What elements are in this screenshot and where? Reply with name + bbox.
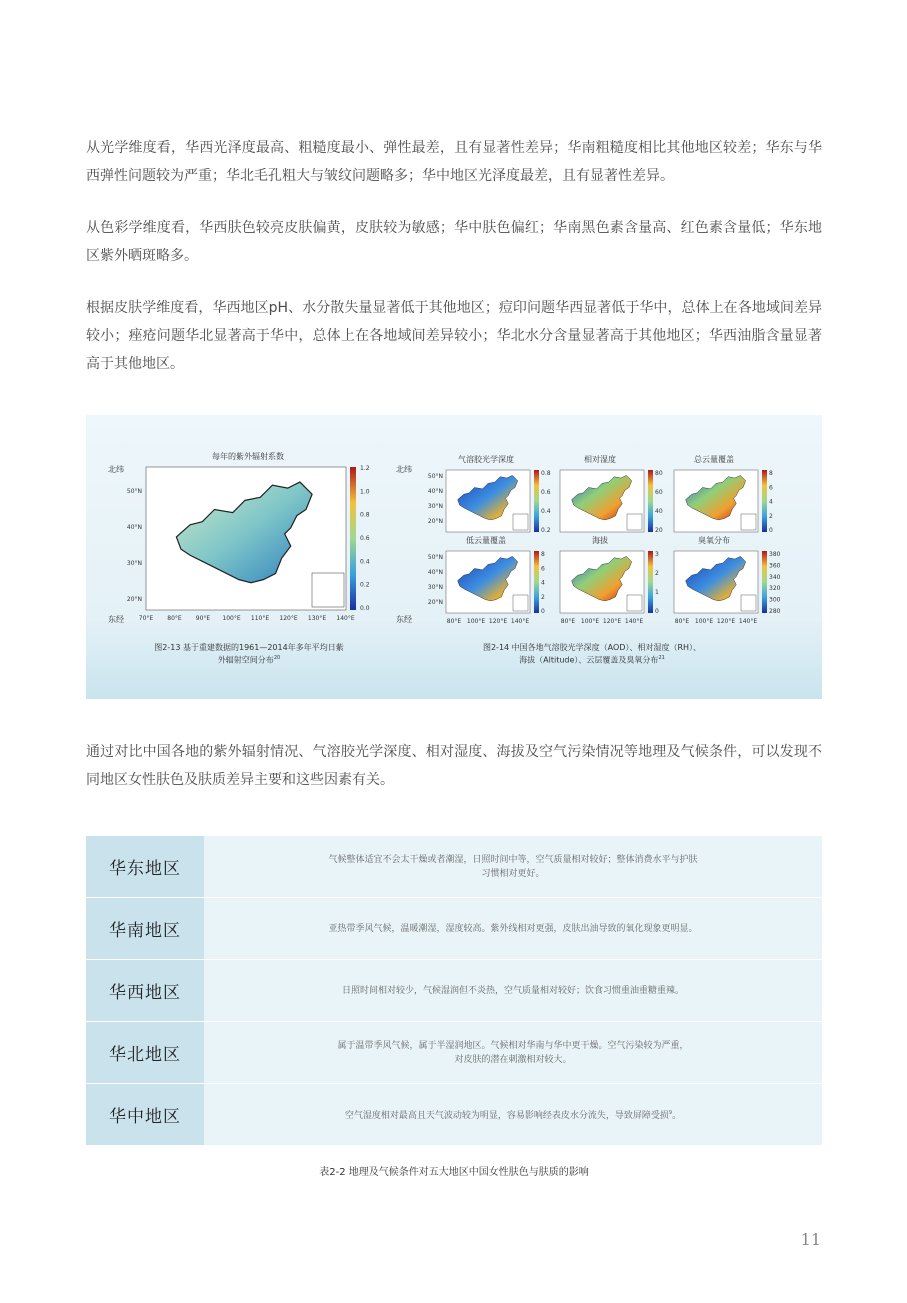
uv-lon-tick: 110°E bbox=[250, 615, 270, 622]
climate-colorbar bbox=[648, 470, 653, 532]
climate-lat-tick: 50°N bbox=[427, 473, 443, 480]
climate-panel bbox=[674, 454, 773, 534]
climate-colorbar-tick: 0 bbox=[655, 608, 659, 615]
region-description bbox=[204, 836, 822, 898]
region-table bbox=[86, 836, 822, 1146]
climate-colorbar bbox=[762, 551, 767, 613]
climate-maps-chart bbox=[396, 454, 781, 625]
climate-colorbar-tick: 8 bbox=[541, 551, 545, 558]
climate-lat-label: 北纬 bbox=[396, 465, 412, 474]
uv-colorbar-ticks bbox=[360, 465, 370, 612]
region-label: 华东地区 bbox=[86, 836, 204, 898]
climate-colorbar-tick: 280 bbox=[769, 608, 781, 615]
climate-lon-tick: 80°E bbox=[674, 618, 690, 625]
desc-line1: 空气湿度相对最高且天气波动较为明显，容易影响经表皮水分流失，导致屏障受损 bbox=[344, 1111, 669, 1121]
climate-panel-inset bbox=[627, 514, 642, 530]
figure14-caption bbox=[442, 642, 742, 666]
climate-colorbar-tick: 6 bbox=[769, 484, 773, 492]
climate-lon-tick: 120°E bbox=[602, 618, 622, 625]
climate-colorbar-tick: 4 bbox=[769, 498, 773, 506]
region-label: 华中地区 bbox=[86, 1084, 204, 1146]
uv-map-chart bbox=[108, 451, 370, 624]
climate-colorbar bbox=[648, 551, 653, 613]
climate-colorbar-tick: 3 bbox=[655, 551, 659, 558]
uv-colorbar-tick: 0.0 bbox=[360, 605, 370, 612]
climate-lon-tick: 120°E bbox=[488, 618, 508, 625]
desc-line1: 亚热带季风气候，温暖潮湿，湿度较高。紫外线相对更强，皮肤出油导致的氧化现象更明显。 bbox=[328, 923, 698, 934]
climate-colorbar-tick: 2 bbox=[655, 570, 659, 577]
climate-panel bbox=[674, 535, 781, 625]
uv-lon-tick: 120°E bbox=[279, 615, 298, 622]
climate-colorbar bbox=[762, 470, 767, 532]
climate-colorbar-tick: 340 bbox=[769, 573, 781, 581]
uv-lat-ticks bbox=[127, 488, 142, 603]
climate-panel-inset bbox=[741, 514, 756, 530]
climate-colorbar-tick: 1 bbox=[655, 589, 659, 596]
climate-colorbar-tick: 20 bbox=[655, 527, 663, 534]
desc-line1: 属于温带季风气候，属于半湿润地区。气候相对华南与华中更干燥。空气污染较为严重， bbox=[337, 1040, 689, 1051]
climate-panel bbox=[428, 535, 545, 625]
climate-panel bbox=[560, 454, 663, 534]
uv-lon-ticks bbox=[139, 615, 355, 622]
table-row bbox=[86, 1022, 822, 1084]
uv-colorbar-tick: 1.2 bbox=[360, 465, 370, 472]
desc-line1: 气候整体适宜不会太干燥或者潮湿，日照时间中等，空气质量相对较好；整体消费水平与护肤 bbox=[328, 854, 698, 865]
uv-map-lat-label: 北纬 bbox=[108, 465, 124, 474]
climate-panel-title: 总云量覆盖 bbox=[694, 455, 734, 464]
climate-lon-tick: 140°E bbox=[510, 618, 530, 625]
figure14-caption-line2 bbox=[442, 653, 742, 666]
climate-colorbar-tick: 0 bbox=[541, 608, 545, 615]
climate-colorbar-tick: 60 bbox=[655, 489, 663, 496]
climate-panel-title: 低云量覆盖 bbox=[466, 536, 506, 545]
climate-colorbar-tick: 0 bbox=[769, 527, 773, 534]
paragraph-dermatology: 根据皮肤学维度看，华西地区pH、水分散失量显著低于其他地区；痘印问题华西显著低于华中，总体上在各地域间差异较小；痤疮问题华北显著高于华中，总体上在各地域间差异较小；华北水分含量显著高于其他地区；华西油脂含量显著高于其他地区。 bbox=[86, 300, 822, 372]
climate-colorbar-tick: 0.2 bbox=[541, 527, 551, 534]
table-row bbox=[86, 1084, 822, 1146]
uv-lon-tick: 80°E bbox=[167, 615, 182, 622]
climate-panels bbox=[428, 454, 781, 625]
climate-colorbar-tick: 320 bbox=[769, 585, 781, 593]
uv-lon-tick: 90°E bbox=[195, 615, 211, 622]
climate-lat-tick: 30°N bbox=[427, 584, 443, 591]
paragraph-conclusion: 通过对比中国各地的紫外辐射情况、气溶胶光学深度、相对湿度、海拔及空气污染情况等地理及气候条件，可以发现不同地区女性肤色及肤质差异主要和这些因素有关。 bbox=[86, 744, 822, 788]
uv-lat-tick: 50°N bbox=[126, 488, 142, 495]
climate-lon-tick: 80°E bbox=[446, 618, 462, 625]
climate-colorbar-tick: 8 bbox=[769, 470, 773, 477]
desc-end: 。 bbox=[672, 1111, 682, 1121]
region-description bbox=[204, 1022, 822, 1084]
uv-colorbar bbox=[350, 467, 356, 610]
climate-colorbar-tick: 4 bbox=[541, 579, 545, 587]
climate-colorbar-tick: 380 bbox=[769, 551, 781, 558]
climate-panel-title: 气溶胶光学深度 bbox=[458, 455, 514, 464]
climate-lon-tick: 120°E bbox=[716, 618, 736, 625]
climate-lon-tick: 100°E bbox=[580, 618, 600, 625]
figure13-caption-line2-text: 外辐射空间分布 bbox=[217, 655, 274, 665]
climate-colorbar bbox=[534, 551, 539, 613]
region-label: 华西地区 bbox=[86, 960, 204, 1022]
climate-panel bbox=[560, 535, 659, 625]
climate-lat-tick: 20°N bbox=[427, 599, 443, 606]
climate-colorbar-tick: 80 bbox=[655, 470, 663, 477]
desc-line1: 日照时间相对较少，气候湿润但不炎热，空气质量相对较好；饮食习惯重油重糖重辣。 bbox=[341, 985, 684, 996]
figure-panel bbox=[86, 415, 822, 699]
table-row bbox=[86, 898, 822, 960]
climate-panel-inset bbox=[513, 595, 528, 611]
figure13-caption bbox=[114, 642, 384, 666]
climate-colorbar-tick: 0.6 bbox=[541, 489, 551, 496]
uv-colorbar-tick: 0.4 bbox=[360, 558, 370, 566]
figure14-caption-line1: 图2-14 中国各地气溶胶光学深度（AOD）、相对湿度（RH）、 bbox=[482, 643, 702, 652]
climate-colorbar-tick: 6 bbox=[541, 565, 545, 573]
climate-colorbar-tick: 40 bbox=[655, 508, 663, 515]
climate-panel-title: 臭氧分布 bbox=[698, 536, 730, 545]
climate-panel-title: 海拔 bbox=[592, 536, 608, 545]
figure13-caption-line1: 图2-13 基于重建数据的1961—2014年多年平均日紫 bbox=[154, 643, 344, 652]
figure13-caption-line2 bbox=[114, 653, 384, 666]
uv-lon-tick: 130°E bbox=[307, 615, 327, 622]
uv-colorbar-tick: 1.0 bbox=[360, 488, 370, 496]
table-caption: 表2-2 地理及气候条件对五大地区中国女性肤色与肤质的影响 bbox=[319, 1167, 589, 1178]
figure14-caption-line2-text: 海拔（Altitude）、云层覆盖及臭氧分布 bbox=[519, 655, 659, 665]
desc-line2: 习惯相对更好。 bbox=[481, 868, 545, 879]
climate-colorbar-tick: 0.8 bbox=[541, 470, 551, 477]
climate-panel-inset bbox=[627, 595, 642, 611]
desc-ref: 9 bbox=[668, 1110, 673, 1116]
climate-lat-tick: 40°N bbox=[427, 488, 443, 495]
uv-colorbar-tick: 0.8 bbox=[360, 511, 370, 519]
climate-panel-title: 相对湿度 bbox=[584, 455, 616, 464]
climate-lon-tick: 140°E bbox=[738, 618, 758, 625]
uv-map-title: 每年的紫外辐射系数 bbox=[212, 452, 284, 461]
desc-line2: 对皮肤的潜在刺激相对较大。 bbox=[454, 1054, 572, 1065]
climate-panel-inset bbox=[741, 595, 756, 611]
figure13-caption-ref: 20 bbox=[273, 655, 281, 661]
climate-lon-tick: 80°E bbox=[560, 618, 576, 625]
region-label: 华南地区 bbox=[86, 898, 204, 960]
uv-lon-tick: 140°E bbox=[336, 615, 355, 622]
climate-panel bbox=[428, 454, 551, 534]
uv-colorbar-tick: 0.2 bbox=[360, 581, 370, 589]
climate-lat-tick: 30°N bbox=[427, 503, 443, 510]
uv-lon-tick: 100°E bbox=[222, 615, 241, 622]
paragraph-optical: 从光学维度看，华西光泽度最高、粗糙度最小、弹性最差，且有显著性差异；华南粗糙度相比其他地区较差；华东与华西弹性问题较为严重；华北毛孔粗大与皱纹问题略多；华中地区光泽度最差，且有显著性差异。 bbox=[86, 140, 822, 184]
paragraph-color: 从色彩学维度看，华西肤色较亮皮肤偏黄，皮肤较为敏感；华中肤色偏红；华南黑色素含量高、红色素含量低；华东地区紫外晒斑略多。 bbox=[86, 220, 822, 264]
region-description bbox=[204, 960, 822, 1022]
page-number: 11 bbox=[800, 1230, 821, 1249]
uv-lon-tick: 70°E bbox=[138, 615, 154, 622]
climate-colorbar-tick: 2 bbox=[769, 512, 773, 520]
uv-lat-tick: 40°N bbox=[126, 524, 142, 531]
climate-colorbar-tick: 360 bbox=[769, 562, 781, 570]
climate-lat-tick: 40°N bbox=[427, 569, 443, 576]
region-label: 华北地区 bbox=[86, 1022, 204, 1084]
climate-colorbar-tick: 300 bbox=[769, 596, 781, 604]
climate-lat-tick: 50°N bbox=[427, 554, 443, 561]
region-description bbox=[204, 898, 822, 960]
uv-lat-tick: 20°N bbox=[126, 596, 142, 603]
uv-map-lon-label: 东经 bbox=[108, 615, 124, 624]
climate-lon-tick: 140°E bbox=[624, 618, 644, 625]
table-row bbox=[86, 836, 822, 898]
climate-lon-tick: 100°E bbox=[694, 618, 714, 625]
climate-colorbar-tick: 0.4 bbox=[541, 508, 551, 515]
region-description bbox=[204, 1084, 822, 1146]
table-row bbox=[86, 960, 822, 1022]
climate-lon-label: 东经 bbox=[396, 615, 412, 624]
climate-colorbar bbox=[534, 470, 539, 532]
figure14-caption-ref: 21 bbox=[658, 655, 665, 661]
climate-lat-tick: 20°N bbox=[427, 518, 443, 525]
uv-colorbar-tick: 0.6 bbox=[360, 535, 370, 542]
climate-lon-tick: 100°E bbox=[466, 618, 486, 625]
climate-colorbar-tick: 2 bbox=[541, 593, 545, 601]
uv-lat-tick: 30°N bbox=[126, 560, 142, 567]
uv-map-inset bbox=[312, 573, 344, 607]
climate-panel-inset bbox=[513, 514, 528, 530]
